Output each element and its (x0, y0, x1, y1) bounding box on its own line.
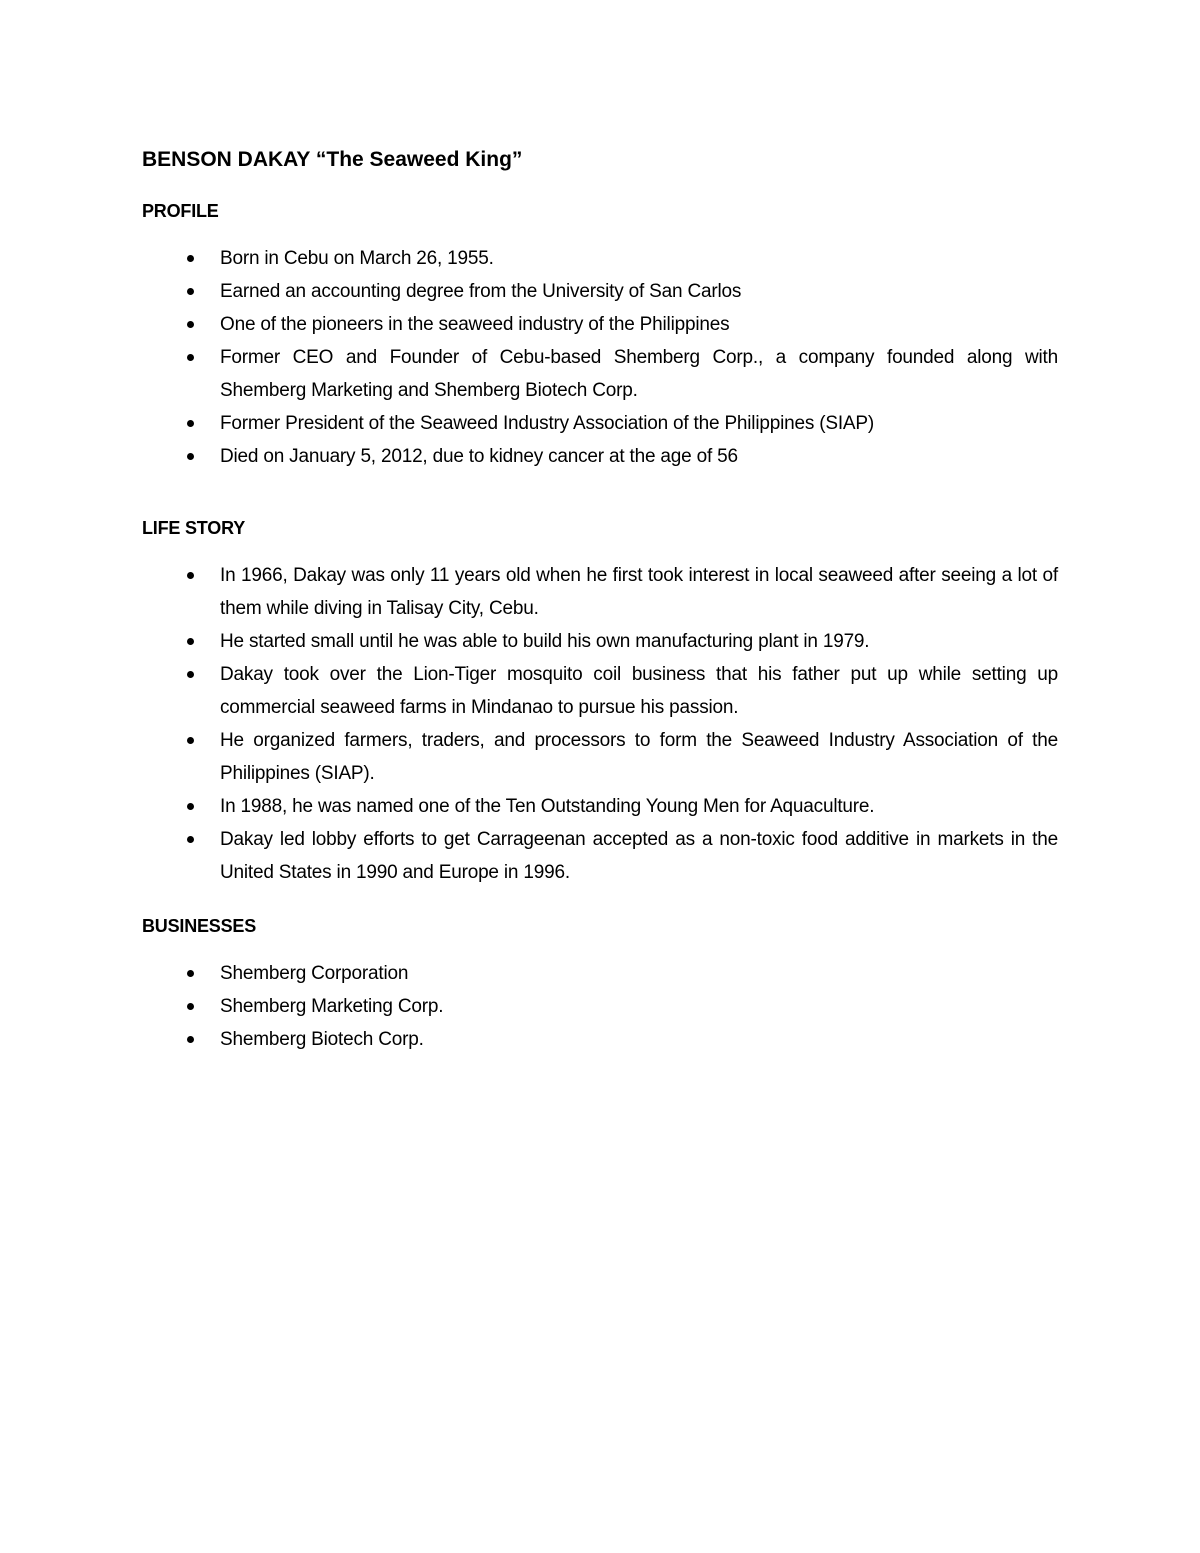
list-item (142, 1023, 1058, 1056)
list-item-text: Born in Cebu on March 26, 1955. (220, 248, 494, 269)
list-item (142, 341, 1058, 407)
life-story-list (142, 559, 1058, 889)
bullet-icon (187, 321, 194, 328)
list-item (142, 957, 1058, 990)
list-item (142, 990, 1058, 1023)
list-item (142, 440, 1058, 473)
businesses-section (142, 911, 1058, 1056)
section-heading-businesses: BUSINESSES (142, 916, 257, 936)
bullet-icon (187, 572, 194, 579)
bullet-icon (187, 354, 194, 361)
bullet-icon (187, 803, 194, 810)
bullet-icon (187, 970, 194, 977)
profile-list (142, 242, 1058, 473)
section-spacer (142, 889, 1058, 911)
bullet-icon (187, 1036, 194, 1043)
section-spacer (142, 473, 1058, 513)
list-item (142, 625, 1058, 658)
list-item (142, 308, 1058, 341)
list-item-text: Dakay took over the Lion-Tiger mosquito coil business that his father put up while setting up commercial seaweed farms in Mindanao to pursue his passion. (220, 664, 1058, 718)
list-item-text: He organized farmers, traders, and processors to form the Seaweed Industry Association of the Philippines (SIAP). (220, 730, 1058, 784)
list-item-text: Died on January 5, 2012, due to kidney cancer at the age of 56 (220, 446, 738, 467)
businesses-list (142, 957, 1058, 1056)
list-item (142, 658, 1058, 724)
section-heading-life-story: LIFE STORY (142, 518, 246, 538)
bullet-icon (187, 836, 194, 843)
profile-section (142, 196, 1058, 473)
bullet-icon (187, 737, 194, 744)
list-item-text: One of the pioneers in the seaweed industry of the Philippines (220, 314, 730, 335)
life-story-section (142, 513, 1058, 889)
bullet-icon (187, 638, 194, 645)
list-item-text: Dakay led lobby efforts to get Carrageenan accepted as a non-toxic food additive in markets in the United States in 1990 and Europe in 1996. (220, 829, 1058, 883)
list-item (142, 823, 1058, 889)
list-item (142, 407, 1058, 440)
bullet-icon (187, 453, 194, 460)
list-item-text: Former President of the Seaweed Industry Association of the Philippines (SIAP) (220, 413, 874, 434)
section-heading-profile: PROFILE (142, 201, 219, 221)
list-item-text: Shemberg Corporation (220, 963, 409, 984)
list-item (142, 724, 1058, 790)
document-title: BENSON DAKAY “The Seaweed King” (142, 148, 523, 171)
list-item (142, 559, 1058, 625)
list-item-text: Earned an accounting degree from the University of San Carlos (220, 281, 742, 302)
bullet-icon (187, 288, 194, 295)
bullet-icon (187, 671, 194, 678)
list-item-text: He started small until he was able to build his own manufacturing plant in 1979. (220, 631, 870, 652)
document-page (142, 140, 1058, 1056)
list-item-text: Shemberg Biotech Corp. (220, 1029, 424, 1050)
list-item (142, 275, 1058, 308)
bullet-icon (187, 1003, 194, 1010)
bullet-icon (187, 420, 194, 427)
list-item-text: Former CEO and Founder of Cebu-based Shemberg Corp., a company founded along with Shemberg Marketing and Shemberg Biotech Corp. (220, 347, 1058, 401)
list-item-text: In 1988, he was named one of the Ten Outstanding Young Men for Aquaculture. (220, 796, 875, 817)
bullet-icon (187, 255, 194, 262)
list-item-text: Shemberg Marketing Corp. (220, 996, 444, 1017)
list-item-text: In 1966, Dakay was only 11 years old when he first took interest in local seaweed after seeing a lot of them while diving in Talisay City, Cebu. (220, 565, 1058, 619)
list-item (142, 790, 1058, 823)
list-item (142, 242, 1058, 275)
